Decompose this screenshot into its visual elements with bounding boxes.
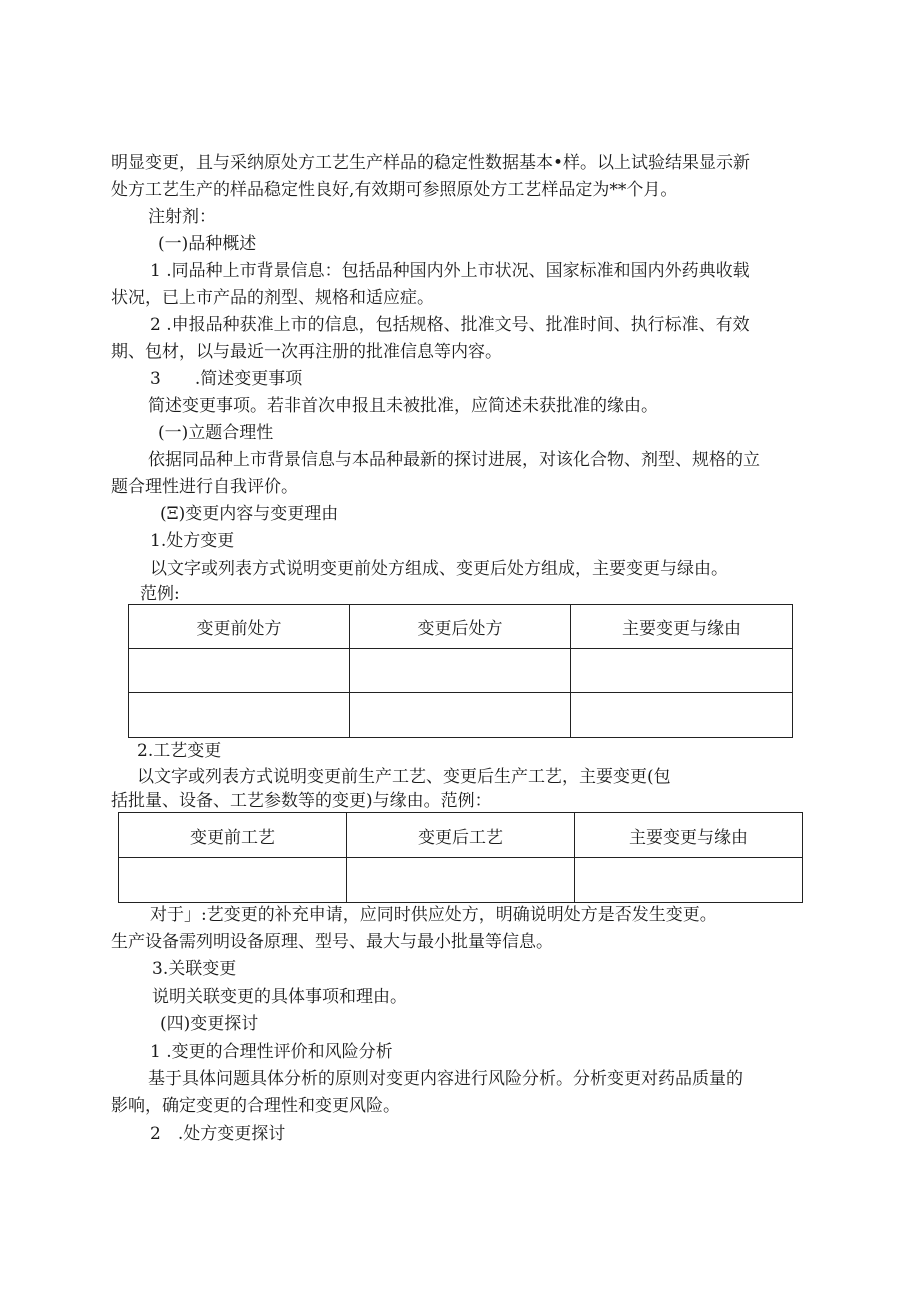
table-header-cell: 主要变更与缘由 [571,605,793,649]
paragraph-line: 期、包材，以与最近一次再注册的批准信息等内容。 [111,342,502,362]
paragraph-line: 生产设备需列明设备原理、型号、最大与最小批量等信息。 [111,932,553,952]
table-cell [571,649,793,693]
table-header-cell: 变更前处方 [129,605,350,649]
subsection-heading: 3 .简述变更事项 [150,369,303,389]
table-cell [350,649,571,693]
subsection-heading: 1.处方变更 [150,531,235,551]
formula-change-table [128,604,793,738]
table-cell [129,693,350,738]
paragraph-line: 基于具体问题具体分析的原则对变更内容进行风险分析。分析变更对药品质量的 [148,1069,743,1089]
subsection-heading: 3.关联变更 [152,959,237,979]
table-cell [571,693,793,738]
paragraph-line: 明显变更，且与采纳原处方工艺生产样品的稳定性数据基本•样。以上试验结果显示新 [111,153,751,173]
section-label: 注射剂： [148,207,216,227]
paragraph-line: 简述变更事项。若非首次申报且未被批准，应简述未获批准的缘由。 [148,396,658,416]
paragraph-line: 2 .申报品种获准上市的信息，包括规格、批准文号、批准时间、执行标准、有效 [150,315,750,335]
section-heading: (一)品种概述 [158,234,257,254]
paragraph-line: 状况，已上市产品的剂型、规格和适应症。 [111,288,434,308]
section-heading: (四)变更探讨 [160,1014,259,1034]
table-cell [129,649,350,693]
subsection-heading: 2 .处方变更探讨 [150,1124,286,1144]
paragraph-line: 说明关联变更的具体事项和理由。 [152,987,407,1007]
paragraph-line: 处方工艺生产的样品稳定性良好,有效期可参照原处方工艺样品定为**个月。 [111,180,678,200]
table-cell [119,858,347,903]
paragraph-line: 影响，确定变更的合理性和变更风险。 [111,1096,400,1116]
paragraph-line: 以文字或列表方式说明变更前生产工艺、变更后生产工艺，主要变更(包 [137,767,671,787]
table-header-cell: 变更后处方 [350,605,571,649]
subsection-heading: 1 .变更的合理性评价和风险分析 [150,1042,393,1062]
paragraph-line: 对于」:艺变更的补充申请，应同时供应处方，明确说明处方是否发生变更。 [150,905,717,925]
example-label: 范例: [140,584,180,604]
paragraph-line: 1 .同品种上市背景信息：包括品种国内外上市状况、国家标准和国内外药典收载 [150,261,750,281]
table-header-cell: 主要变更与缘由 [575,813,803,858]
subsection-heading: 2.工艺变更 [137,741,222,761]
process-change-table [118,812,803,903]
section-heading: (Ξ)变更内容与变更理由 [160,504,339,524]
table-cell [347,858,575,903]
table-header-cell: 变更前工艺 [119,813,347,858]
section-heading: (一)立题合理性 [158,423,274,443]
table-cell [350,693,571,738]
paragraph-line: 括批量、设备、工艺参数等的变更)与缘由。范例： [111,791,492,811]
paragraph-line: 依据同品种上市背景信息与本品种最新的探讨进展，对该化合物、剂型、规格的立 [148,450,760,470]
paragraph-line: 题合理性进行自我评价。 [111,477,298,497]
paragraph-line: 以文字或列表方式说明变更前处方组成、变更后处方组成，主要变更与绿由。 [150,559,728,579]
table-cell [575,858,803,903]
table-header-cell: 变更后工艺 [347,813,575,858]
